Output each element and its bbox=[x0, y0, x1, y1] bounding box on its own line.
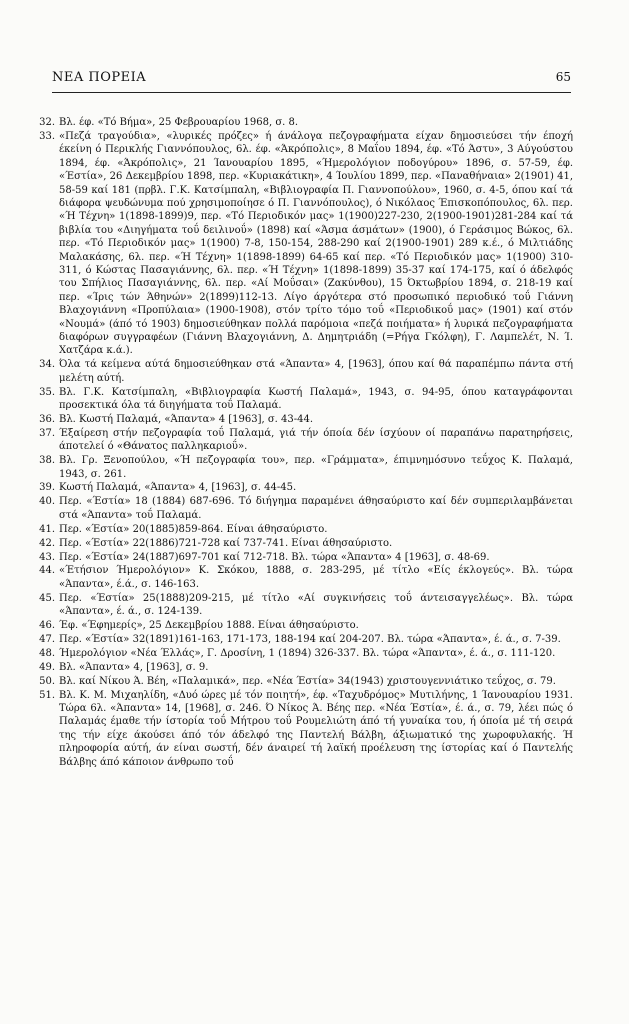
footnote-text: Όλα τά κείμενα αύτά δημοσιεύθηκαν στά «Άπαντα» 4, [1963], όπου καί θά παραπέμπω πάντα στή μελέτη αύτή. bbox=[59, 359, 573, 384]
footnote bbox=[34, 523, 573, 536]
header-rule bbox=[52, 92, 571, 93]
footnote bbox=[34, 661, 573, 674]
footnote bbox=[34, 619, 573, 632]
journal-title: ΝΕΑ ΠΟΡΕΙΑ bbox=[52, 70, 147, 85]
footnote bbox=[34, 537, 573, 550]
footnote-number: 47. bbox=[39, 633, 55, 645]
footnote-text: Περ. «Έστία» 25(1888)209-215, μέ τίτλο «Αί συγκινήσεις τοΰ άντεισαγγελέως». Βλ. τώρα «Άπαντα», έ. ά., σ. 124-139. bbox=[59, 592, 573, 618]
footnote-text: Βλ. «Άπαντα» 4, [1963], σ. 9. bbox=[59, 661, 209, 673]
footnote bbox=[34, 427, 573, 454]
footnote-number: 37. bbox=[39, 427, 55, 439]
footnote bbox=[34, 592, 573, 619]
footnote-number: 51. bbox=[39, 689, 55, 701]
footnote-number: 35. bbox=[39, 386, 55, 398]
footnote-text: Βλ. Κ. Μ. Μιχαηλίδη, «Δυό ώρες μέ τόν ποιητή», έφ. «Ταχυδρόμος» Μυτιλήνης, 1 Ίανουαρίου 1931. Τώρα 6λ. «Άπαντα» 14, [1968], σ. 246. Ό Νίκος Ά. Βέης περ. «Νέα Έστία», έ. ά., σ. 79, λέει πώς ό Παλαμάς έμαθε τήν ίστορία τοΰ Μήτρου τοΰ Ρουμελιώτη άπό τή γυναίκα του, ή όποία μέ τή σειρά της τήν είχε άκούσει άπό τόν άδελφό της Παντελή Βάλβη, άξιωματικό της χωροφυλακής. Ή πληροφορία αύτή, άν είναι σωστή, δέν άναιρεί τή λαϊκή προέλευση της ίστορίας καί ό Παντελής Βάλβης άπό κάποιον άνθρωπο τοΰ bbox=[59, 689, 573, 768]
footnote bbox=[34, 551, 573, 564]
footnote-text: Περ. «Έστία» 22(1886)721-728 καί 737-741. Είναι άθησαύριστο. bbox=[59, 537, 393, 549]
footnote-number: 41. bbox=[39, 523, 55, 535]
footnote-number: 33. bbox=[39, 130, 55, 142]
footnote-text: «Πεζά τραγούδια», «λυρικές πρόζες» ή άνάλογα πεζογραφήματα είχαν δημοσιεύσει τήν έποχή έκείνη ό Περικλής Γιαννόπουλος, 6λ. έφ. «Άκρόπολις», 8 Μαΐου 1894, έφ. «Τό Άστυ», 3 Αύγούστου 1894, έφ. «Άκρόπολις», 21 Ίανουαρίου 1895, «Ήμερολόγιον ποδογύρου» 1896, σ. 57-59, έφ. «Έστία», 26 Δεκεμβρίου 1898, περ. «Κυριακάτικη», 4 Ίουλίου 1899, περ. «Παναθήναια» 2(1901) 41, 58-59 καί 181 (πρβλ. Γ.Κ. Κατσίμπαλη, «Βιβλιογραφία Π. Γιαννοπούλου», 1960, σ. 4-5, όπου καί τά διάφορα ψευδώνυμα πού χρησιμοποίησε ό Π. Γιαννόπουλος), ό Νικόλαος Έπισκοπόπουλος, 6λ. περ. «Ή Τέχνη» 1(1898-1899)9, περ. «Τό Περιοδικόν μας» 1(1900)227-230, 2(1900-1901)281-284 καί τά βιβλία του «Διηγήματα τοΰ δειλινοΰ» (1898) καί «Άσμα άσμάτων» (1900), ό Γεράσιμος Βώκος, 6λ. περ. «Τό Περιοδικόν μας» 1(1900) 7-8, 150-154, 288-290 καί 2(1900-1901) 289 κ.έ., ό Μιλτιάδης Μαλακάσης, 6λ. περ. «Ή Τέχνη» 1(1898-1899) 64-65 καί περ. «Τό Περιοδικόν μας» 1(1900) 310-311, ό Κώστας Πασαγιάννης, 6λ. περ. «Ή Τέχνη» 1(1898-1899) 35-37 καί 174-175, καί ό άδελφός του Σπήλιος Πασαγιάννης, 6λ. περ. «Αί Μοΰσαι» (Ζακύνθου), 15 Όκτωβρίου 1894, σ. 218-19 καί περ. «Ίρις τών Άθηνών» 2(1899)112-13. Λίγο άργότερα στό προσωπικό περιοδικό τοΰ Γιάννη Βλαχογιάννη «Προπύλαια» (1900-1908), στόν τρίτο τόμο τοΰ «Περιοδικοΰ μας» (1901) καί στόν «Νουμά» (άπό τό 1903) δημοσιεύθηκαν πολλά παρόμοια «πεζά ποιήματα» ή λυρικά πεζογραφήματα διαφόρων συγγραφέων (Γιάννη Βλαχογιάννη, Δ. Δημητριάδη (=Ρήγα Γκόλφη), Γ. Λαμπελέτ, Ν. Ί. Χατζάρα κ.ά.). bbox=[59, 130, 573, 357]
footnote-text: Βλ. καί Νίκου Ά. Βέη, «Παλαμικά», περ. «Νέα Έστία» 34(1943) χριστουγεννιάτικο τεΰχος, σ. 79. bbox=[59, 675, 556, 687]
footnote-number: 43. bbox=[39, 551, 55, 563]
footnote-number: 42. bbox=[39, 537, 55, 549]
footnote-number: 44. bbox=[39, 565, 55, 577]
footnote-text: Βλ. έφ. «Τό Βήμα», 25 Φεβρουαρίου 1968, σ. 8. bbox=[59, 117, 299, 128]
footnote-text: Κωστή Παλαμά, «Άπαντα» 4, [1963], σ. 44-45. bbox=[59, 482, 297, 494]
footnote-number: 40. bbox=[39, 496, 55, 508]
footnote bbox=[34, 413, 573, 426]
footnote-number: 39. bbox=[39, 482, 55, 494]
footnote-text: Περ. «Έστία» 32(1891)161-163, 171-173, 188-194 καί 204-207. Βλ. τώρα «Άπαντα», έ. ά., σ. 7-39. bbox=[59, 633, 561, 645]
footnote-number: 32. bbox=[39, 117, 55, 128]
footnote-text: Περ. «Έστία» 18 (1884) 687-696. Τό διήγημα παραμένει άθησαύριστο καί δέν συμπεριλαμβάνεται στά «Άπαντα» τοΰ Παλαμά. bbox=[59, 496, 573, 521]
footnote bbox=[34, 116, 573, 129]
footnote bbox=[34, 454, 573, 481]
footnote-number: 45. bbox=[39, 592, 55, 604]
footnote-text: Έξαίρεση στήν πεζογραφία τοΰ Παλαμά, γιά τήν όποία δέν ίσχύουν οί παραπάνω παρατηρήσεις, άποτελεί ό «Θάνατος παλληκαριοΰ». bbox=[59, 427, 573, 453]
footnotes-list bbox=[34, 116, 573, 770]
footnote-number: 48. bbox=[39, 647, 55, 659]
footnote bbox=[34, 675, 573, 688]
footnote-number: 34. bbox=[39, 359, 55, 371]
footnote-text: Βλ. Γρ. Ξενοπούλου, «Ή πεζογραφία του», περ. «Γράμματα», έπιμνημόσυνο τεΰχος Κ. Παλαμά, 1943, σ. 261. bbox=[59, 455, 573, 480]
footnote-text: Ήμερολόγιον «Νέα Έλλάς», Γ. Δροσίνη, 1 (1894) 326-337. Βλ. τώρα «Άπαντα», έ. ά., σ. 111-120. bbox=[59, 647, 556, 659]
footnote-number: 36. bbox=[39, 413, 55, 425]
footnote-number: 38. bbox=[39, 455, 55, 467]
footnote-text: Βλ. Κωστή Παλαμά, «Άπαντα» 4 [1963], σ. 43-44. bbox=[59, 413, 314, 425]
footnote bbox=[34, 386, 573, 413]
footnote bbox=[34, 689, 573, 769]
footnote bbox=[34, 633, 573, 646]
footnote bbox=[34, 564, 573, 591]
footnote-number: 46. bbox=[39, 620, 55, 632]
footnote-text: Έφ. «Έφημερίς», 25 Δεκεμβρίου 1888. Είναι άθησαύριστο. bbox=[59, 620, 359, 632]
footnote-text: Περ. «Έστία» 24(1887)697-701 καί 712-718. Βλ. τώρα «Άπαντα» 4 [1963], σ. 48-69. bbox=[59, 551, 490, 563]
page-number: 65 bbox=[555, 70, 571, 84]
footnote bbox=[34, 495, 573, 522]
footnote-text: Περ. «Έστία» 20(1885)859-864. Είναι άθησαύριστο. bbox=[59, 523, 328, 535]
footnote-number: 49. bbox=[39, 661, 55, 673]
footnote bbox=[34, 130, 573, 358]
footnote-text: Βλ. Γ.Κ. Κατσίμπαλη, «Βιβλιογραφία Κωστή Παλαμά», 1943, σ. 94-95, όπου καταγράφονται προσεκτικά όλα τά διηγήματα τοΰ Παλαμά. bbox=[59, 386, 573, 412]
footnote bbox=[34, 358, 573, 385]
footnote-text: «Έτήσιον Ήμερολόγιον» Κ. Σκόκου, 1888, σ. 283-295, μέ τίτλο «Είς έκλογεύς». Βλ. τώρα «Άπαντα», έ.ά., σ. 146-163. bbox=[59, 565, 573, 590]
running-header bbox=[52, 70, 571, 85]
footnote bbox=[34, 647, 573, 660]
footnote bbox=[34, 481, 573, 494]
footnote-number: 50. bbox=[39, 675, 55, 687]
